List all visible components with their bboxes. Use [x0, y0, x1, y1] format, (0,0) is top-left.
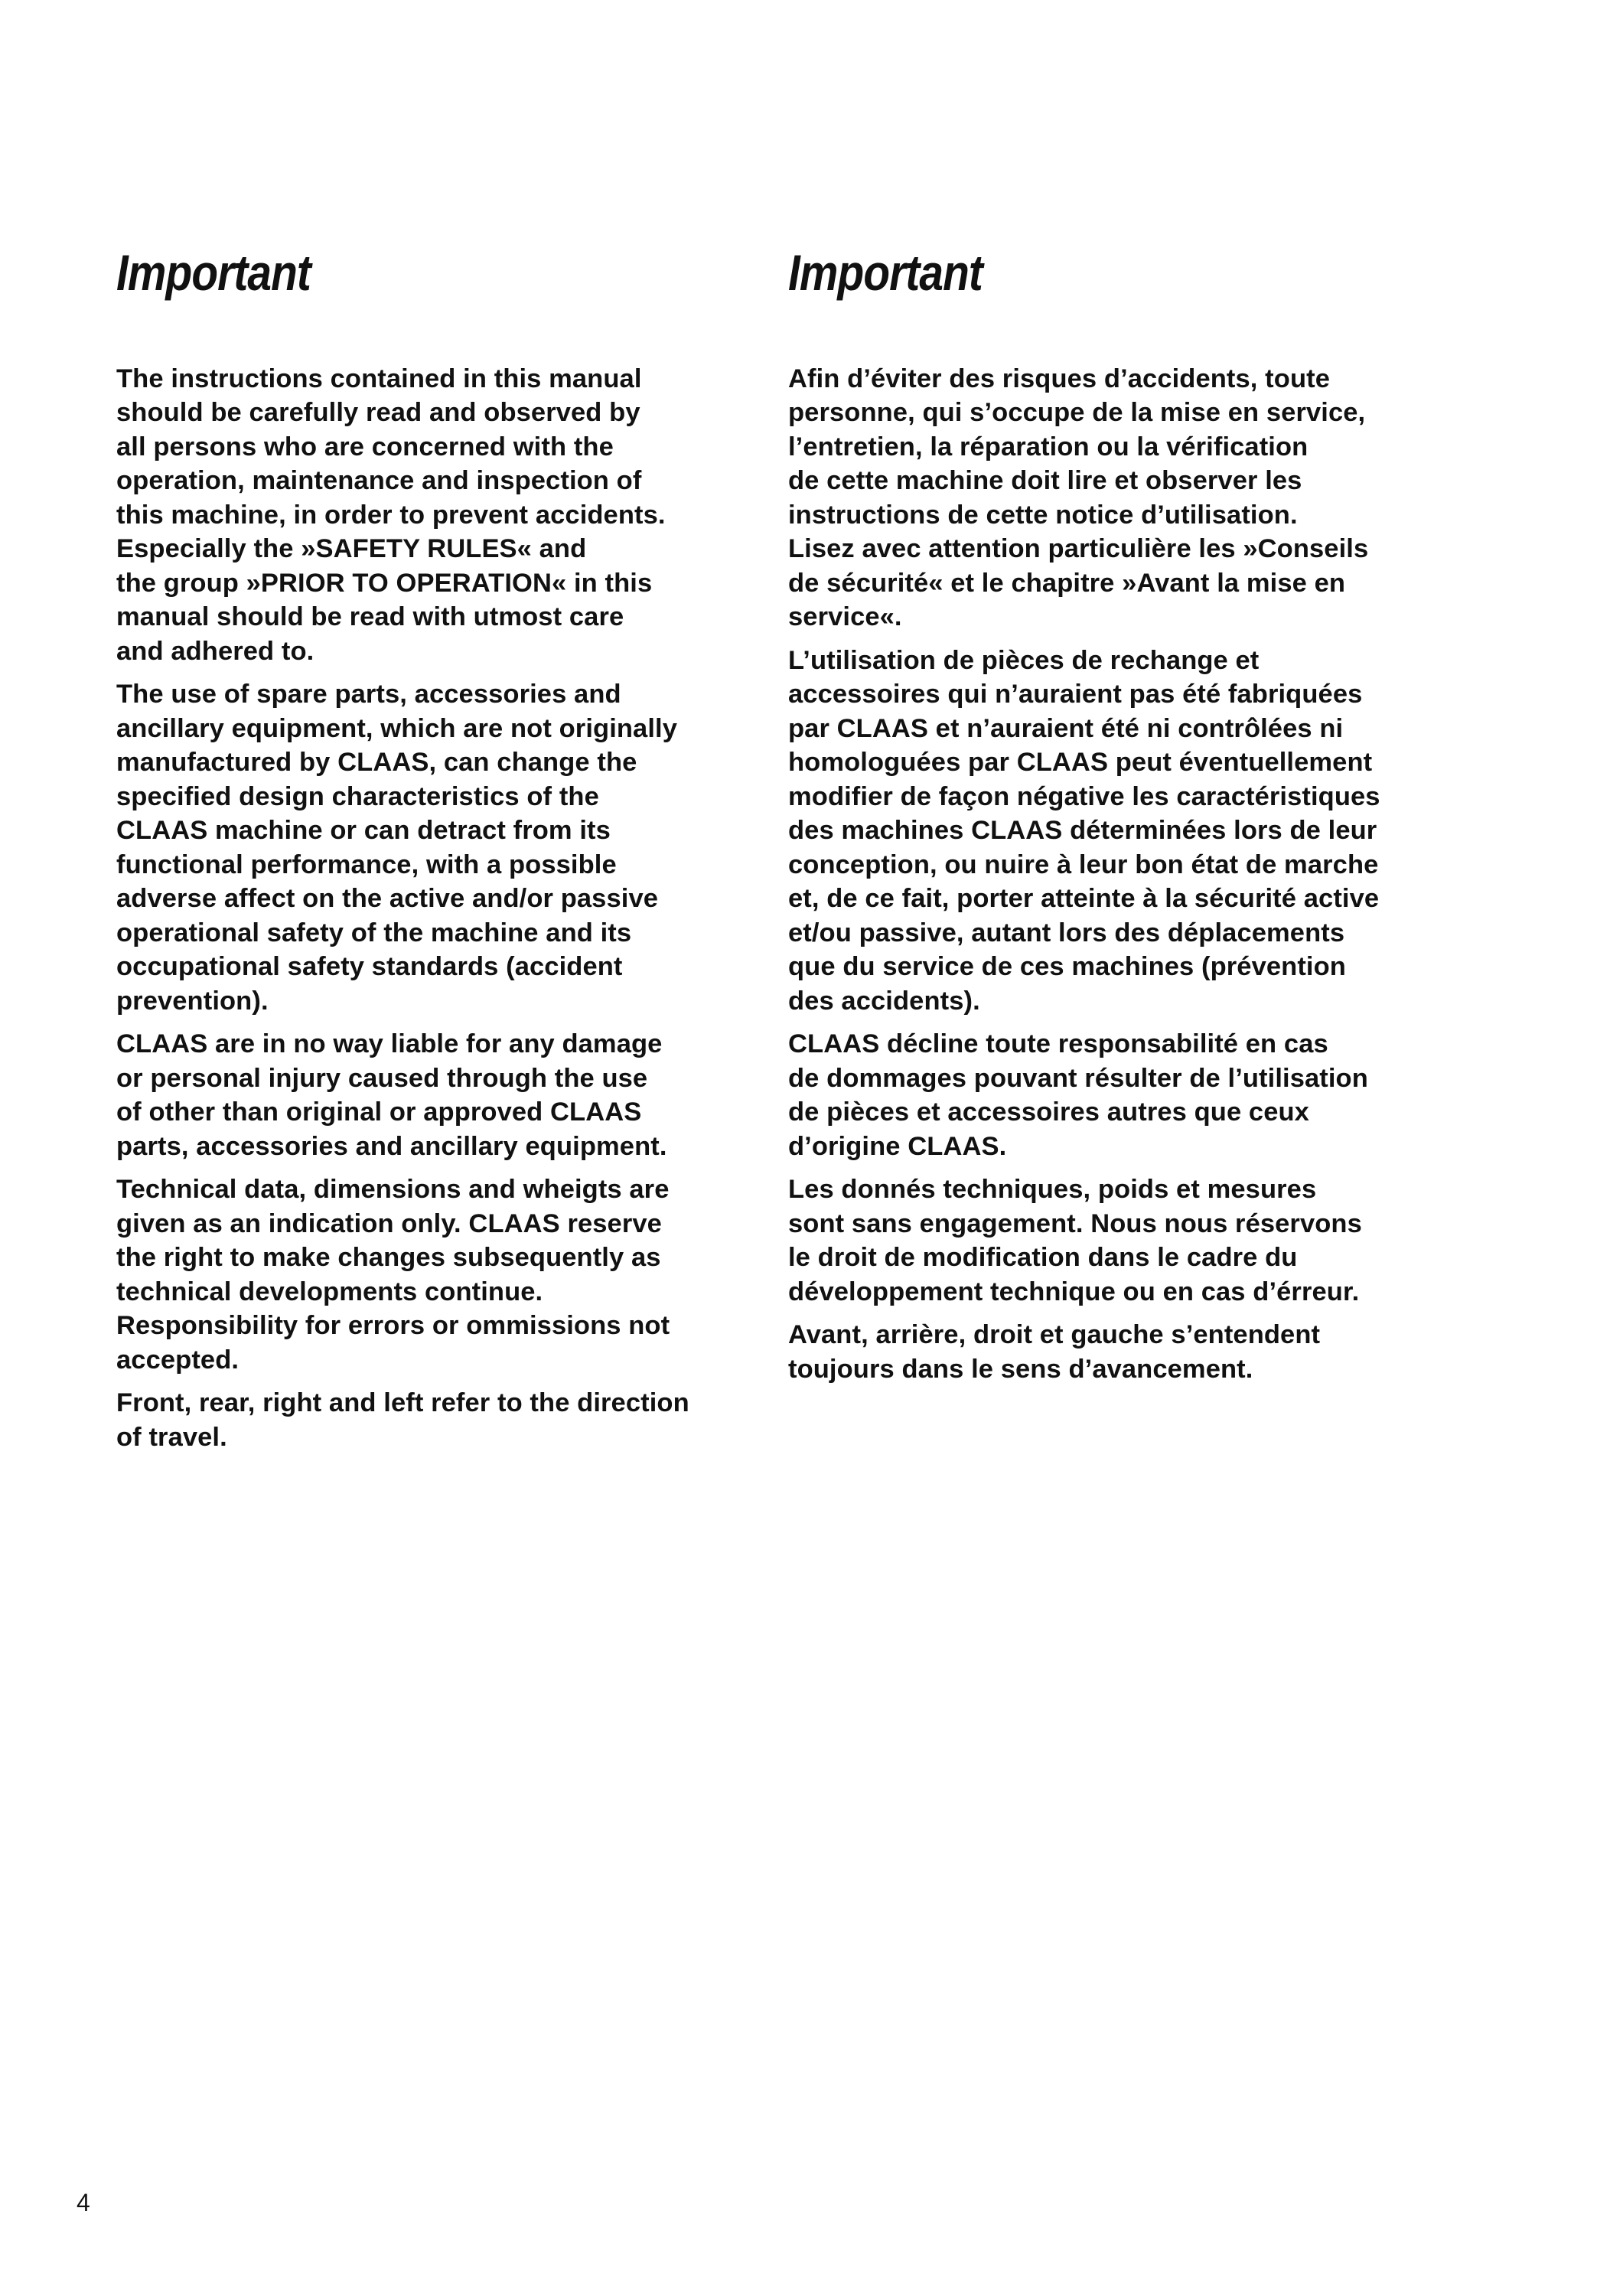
- english-paragraph-spare-parts: The use of spare parts, accessories and ancillary equipment, which are not originally manufactured by CLAAS, can change the specified design characteristics of the CLAAS machine or can detract from its functional performance, with a possible adverse affect on the active and/or passive operational safety of the machine and its occupational safety standards (accident prevention).: [116, 680, 677, 1016]
- french-paragraph-spare-parts: L’utilisation de pièces de rechange et accessoires qui n’auraient pas été fabriquées par CLAAS et n’auraient été ni contrôlées ni homologuées par CLAAS peut éventuellement modifier de façon négative les caractéristiques des machines CLAAS déterminées lors de leur conception, ou nuire à leur bon état de marche et, de ce fait, porter atteinte à la sécurité active et/ou passive, autant lors des déplacements que du service de ces machines (prévention des accidents).: [788, 645, 1380, 1016]
- french-paragraph-liability: CLAAS décline toute responsabilité en cas de dommages pouvant résulter de l’utilisation de pièces et accessoires autres que ceux d’origine CLAAS.: [788, 1029, 1368, 1161]
- english-paragraph-technical-data: Technical data, dimensions and wheigts are given as an indication only. CLAAS reserve the right to make changes subsequently as technical developments continue. Responsibility for errors or ommissions not accepted.: [116, 1175, 670, 1375]
- english-paragraph-direction: Front, rear, right and left refer to the direction of travel.: [116, 1388, 689, 1452]
- english-paragraph-liability: CLAAS are in no way liable for any damage or personal injury caused through the use of other than original or approved CLAAS parts, accessories and ancillary equipment.: [116, 1029, 667, 1161]
- english-heading: Important: [116, 244, 311, 301]
- french-heading: Important: [788, 244, 983, 301]
- english-paragraph-safety-instructions: The instructions contained in this manual should be carefully read and observed by all persons who are concerned with the operation, maintenance and inspection of this machine, in order to prevent accidents. Especially the »SAFETY RULES« and the group »PRIOR TO OPERATION« in this manual should be read with utmost care and adhered to.: [116, 364, 666, 666]
- page-number: 4: [77, 2189, 90, 2216]
- french-column: [788, 245, 1416, 1395]
- french-paragraph-safety-instructions: Afin d’éviter des risques d’accidents, toute personne, qui s’occupe de la mise en service, l’entretien, la réparation ou la vérification de cette machine doit lire et observer les instructions de cette notice d’utilisation. Lisez avec attention particulière les »Conseils de sécurité« et le chapitre »Avant la mise en service«.: [788, 364, 1369, 632]
- english-column: [116, 245, 728, 1463]
- french-paragraph-direction: Avant, arrière, droit et gauche s’entendent toujours dans le sens d’avancement.: [788, 1320, 1321, 1384]
- french-paragraph-technical-data: Les donnés techniques, poids et mesures sont sans engagement. Nous nous réservons le droit de modification dans le cadre du développement technique ou en cas d’érreur.: [788, 1175, 1362, 1306]
